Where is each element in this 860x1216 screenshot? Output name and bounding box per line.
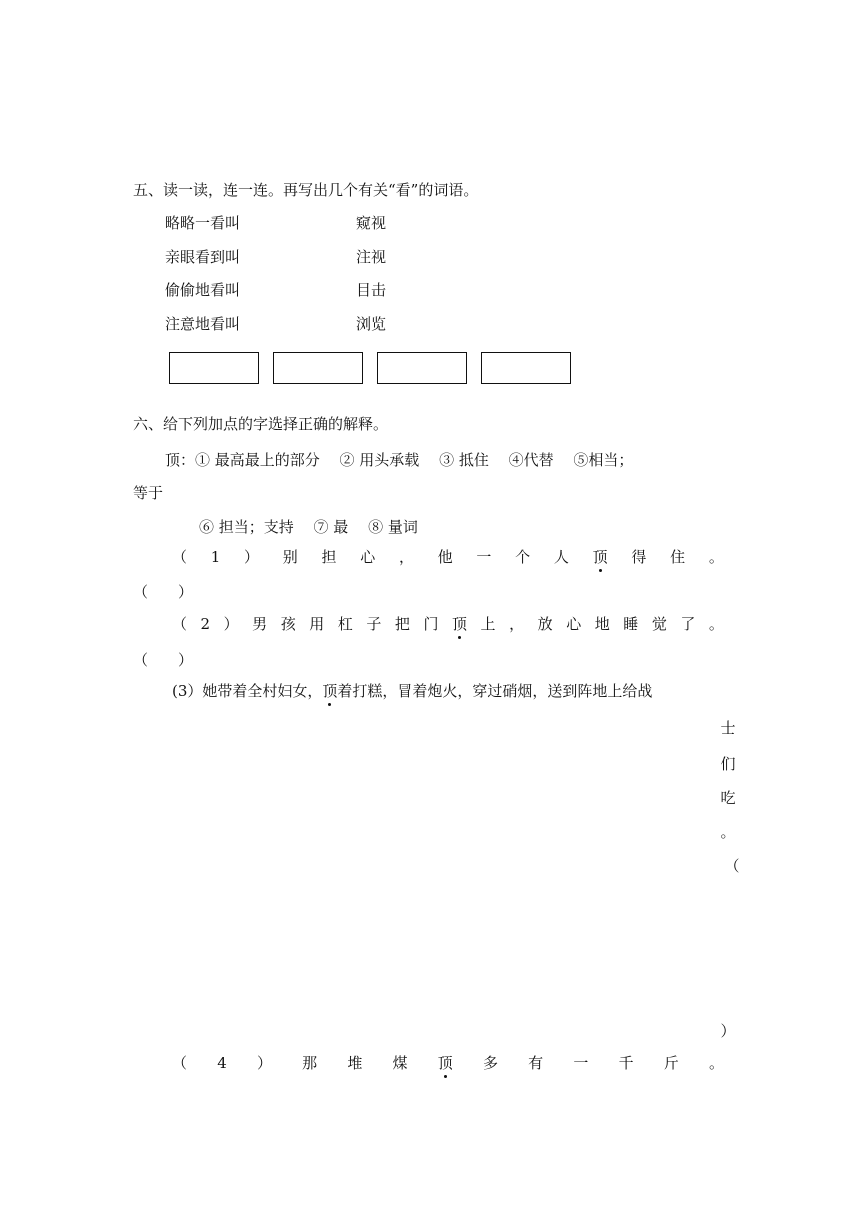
q1-char: 别 (282, 548, 298, 566)
q3-text-after: 着打糕，冒着炮火，穿过硝烟，送到阵地上给战 (337, 682, 653, 700)
q4-char: 煤 (392, 1054, 408, 1072)
q3-answer-open[interactable]: （ (724, 857, 740, 875)
q2-char: 放 (537, 615, 553, 633)
q4-char: 堆 (347, 1054, 363, 1072)
q1-char: 一 (476, 548, 492, 566)
q2-char: 了 (680, 615, 696, 633)
q1-char: 个 (515, 548, 531, 566)
q4-char: （ (172, 1054, 188, 1072)
q2-char: ， (509, 615, 525, 633)
q1-char: 。 (708, 548, 724, 566)
q1-char: 人 (553, 548, 569, 566)
q3-dotted-char: 顶 (322, 682, 338, 700)
right-item-4: 浏览 (356, 315, 387, 333)
left-item-4: 注意地看叫 (165, 315, 241, 333)
question-3 (172, 681, 652, 701)
q2-char: 觉 (651, 615, 667, 633)
q4-dotted-char: 顶 (437, 1054, 453, 1072)
section6-title: 六、给下列加点的字选择正确的解释。 (133, 415, 389, 433)
question-1 (172, 547, 724, 567)
question-2 (172, 614, 724, 634)
q2-char: 杠 (337, 615, 353, 633)
definitions-line-1: 顶：① 最高最上的部分 ② 用头承载 ③ 抵住 ④代替 ⑤相当； (165, 451, 634, 469)
q2-char: （ (172, 615, 188, 633)
q1-char: （ (172, 548, 188, 566)
q4-char: ） (256, 1054, 272, 1072)
q2-char: 地 (594, 615, 610, 633)
right-item-2: 注视 (356, 248, 387, 266)
q2-dotted-char: 顶 (452, 615, 468, 633)
q1-char: ， (398, 548, 414, 566)
q4-char: 4 (217, 1054, 227, 1072)
q1-char: 心 (360, 548, 376, 566)
q4-char: 有 (528, 1054, 544, 1072)
q4-char: 多 (482, 1054, 498, 1072)
right-item-1: 窥视 (356, 214, 387, 232)
q2-char: ） (223, 615, 239, 633)
q4-char: 。 (708, 1054, 724, 1072)
q2-char: 用 (309, 615, 325, 633)
q2-char: 睡 (623, 615, 639, 633)
answer-box-4[interactable] (481, 352, 571, 384)
question-4 (172, 1053, 724, 1073)
definitions-line-2: ⑥ 担当；支持 ⑦ 最 ⑧ 量词 (199, 518, 418, 536)
q3-tail-char: 们 (720, 755, 736, 773)
q1-char: 得 (631, 548, 647, 566)
q2-answer-blank[interactable]: （ ） (133, 651, 194, 669)
q3-text-before: (3）她带着全村妇女， (172, 682, 323, 700)
q4-char: 斤 (663, 1054, 679, 1072)
answer-box-1[interactable] (169, 352, 259, 384)
q2-char: 孩 (280, 615, 296, 633)
q4-char: 千 (618, 1054, 634, 1072)
q2-char: 。 (708, 615, 724, 633)
q1-char: 住 (670, 548, 686, 566)
q3-answer-close[interactable]: ） (720, 1022, 736, 1040)
q4-char: 那 (302, 1054, 318, 1072)
q1-dotted-char: 顶 (592, 548, 608, 566)
definitions-line-1-wrap: 等于 (133, 484, 164, 502)
q1-char: 他 (437, 548, 453, 566)
q2-char: 子 (366, 615, 382, 633)
q2-char: 2 (200, 615, 211, 633)
left-item-1: 略略一看叫 (165, 214, 241, 232)
answer-box-2[interactable] (273, 352, 363, 384)
q1-answer-blank[interactable]: （ ） (133, 583, 194, 601)
q2-char: 把 (394, 615, 410, 633)
section5-title: 五、读一读，连一连。再写出几个有关“看”的词语。 (133, 181, 479, 199)
left-item-3: 偷偷地看叫 (165, 281, 241, 299)
q1-char: 担 (321, 548, 337, 566)
answer-box-3[interactable] (377, 352, 467, 384)
q2-char: 心 (566, 615, 582, 633)
q4-char: 一 (573, 1054, 589, 1072)
q3-tail-char: 吃 (720, 789, 736, 807)
q2-char: 门 (423, 615, 439, 633)
left-item-2: 亲眼看到叫 (165, 248, 241, 266)
q3-tail-char: 。 (720, 823, 736, 841)
q1-char: 1 (210, 548, 221, 566)
q1-char: ） (244, 548, 260, 566)
q2-char: 男 (252, 615, 268, 633)
right-item-3: 目击 (356, 281, 387, 299)
q3-tail-char: 士 (720, 719, 736, 737)
q2-char: 上 (480, 615, 496, 633)
